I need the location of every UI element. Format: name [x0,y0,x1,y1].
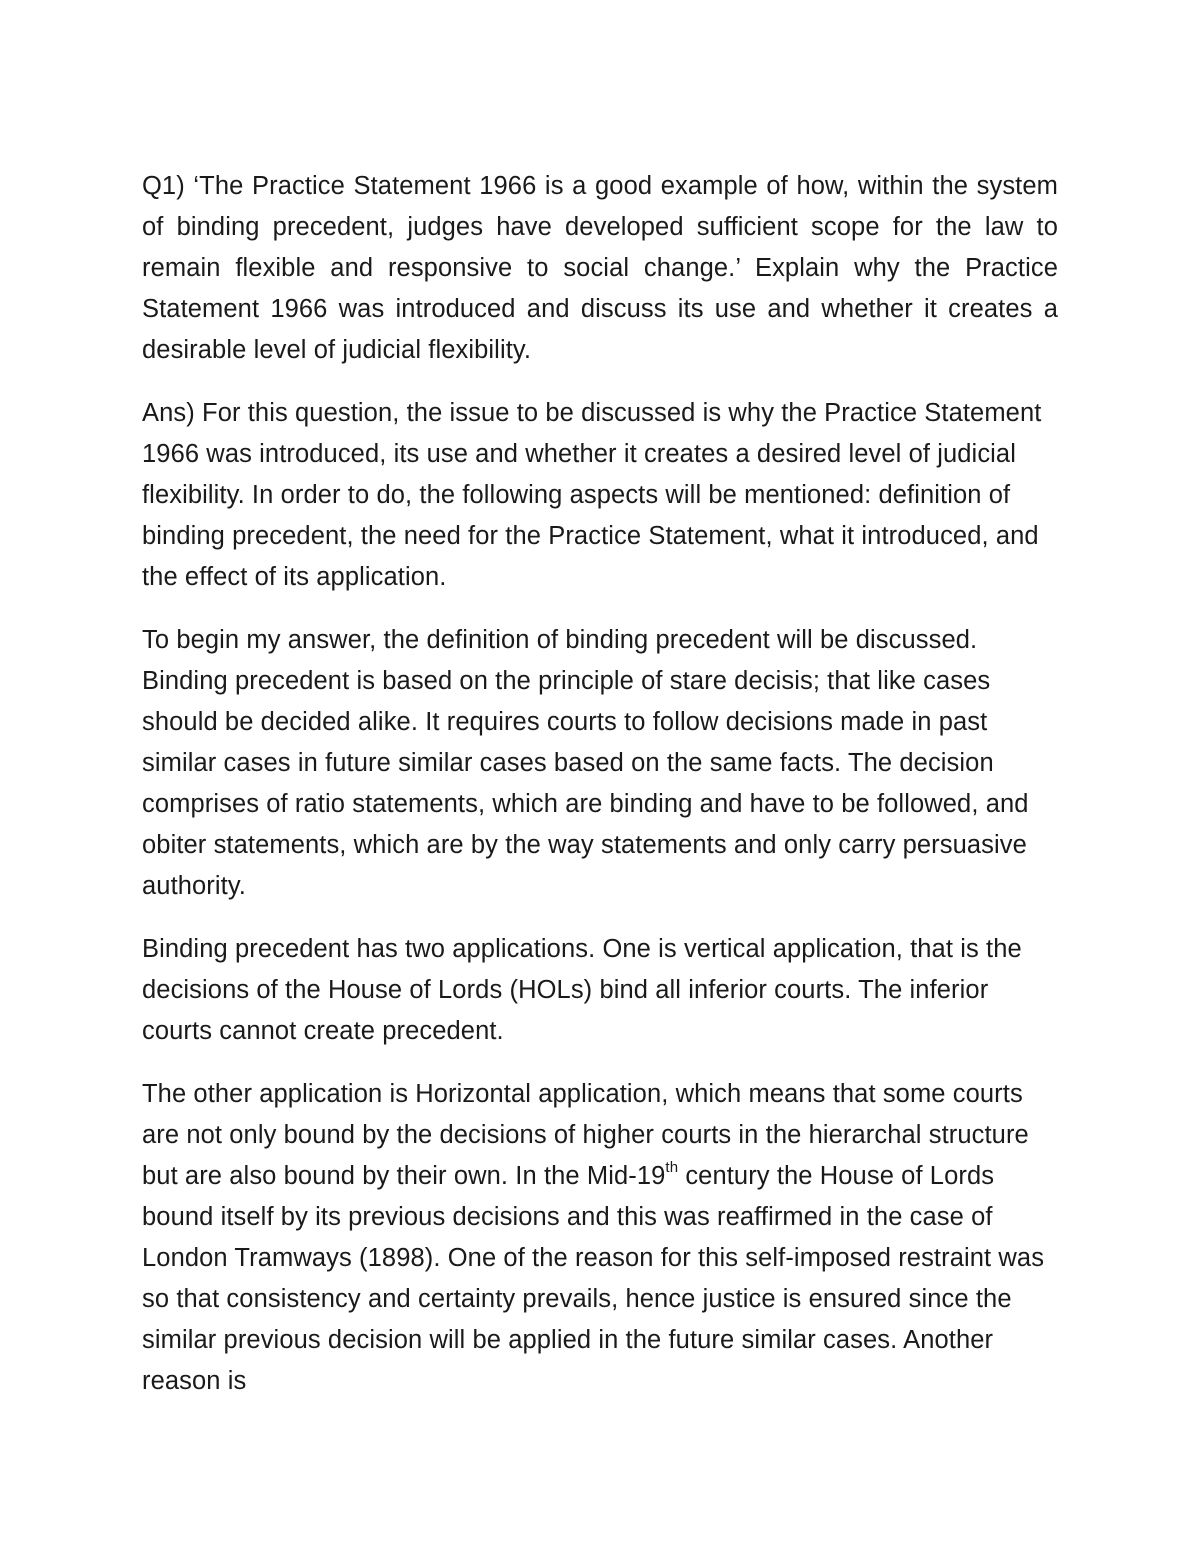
ordinal-superscript: th [665,1159,679,1176]
horizontal-text-part2: century the House of Lords bound itself by its previous decisions and this was reaffirmed in the case of London Tramways (1898). One of the reason for this self-imposed restraint was so that consistency and certainty prevails, hence justice is ensured since the similar previous decision will be applied in the future similar cases. Another reason is [142,1162,1045,1395]
question-paragraph: Q1) ‘The Practice Statement 1966 is a good example of how, within the system of binding precedent, judges have developed sufficient scope for the law to remain flexible and responsive to social change.’ Explain why the Practice Statement 1966 was introduced and discuss its use and whether it creates a desirable level of judicial flexibility. [142,172,1058,364]
vertical-application-paragraph: Binding precedent has two applications. One is vertical application, that is the decisions of the House of Lords (HOLs) bind all inferior courts. The inferior courts cannot create precedent. [142,935,1022,1045]
horizontal-text-part1: The other application is Horizontal application, which means that some courts are not only bound by the decisions of higher courts in the hierarchal structure but are also bound by their own. In the Mid-19 [142,1080,1029,1190]
definition-paragraph: To begin my answer, the definition of binding precedent will be discussed. Binding precedent is based on the principle of stare decisis; that like cases should be decided alike. It requires courts to follow decisions made in past similar cases in future similar cases based on the same facts. The decision comprises of ratio statements, which are binding and have to be followed, and obiter statements, which are by the way statements and only carry persuasive authority. [142,626,1029,900]
answer-intro-paragraph: Ans) For this question, the issue to be discussed is why the Practice Statement 1966 was introduced, its use and whether it creates a desired level of judicial flexibility. In order to do, the following aspects will be mentioned: definition of binding precedent, the need for the Practice Statement, what it introduced, and the effect of its application. [142,399,1042,591]
horizontal-application-paragraph [142,1074,1058,1402]
document-body [142,166,1058,1424]
